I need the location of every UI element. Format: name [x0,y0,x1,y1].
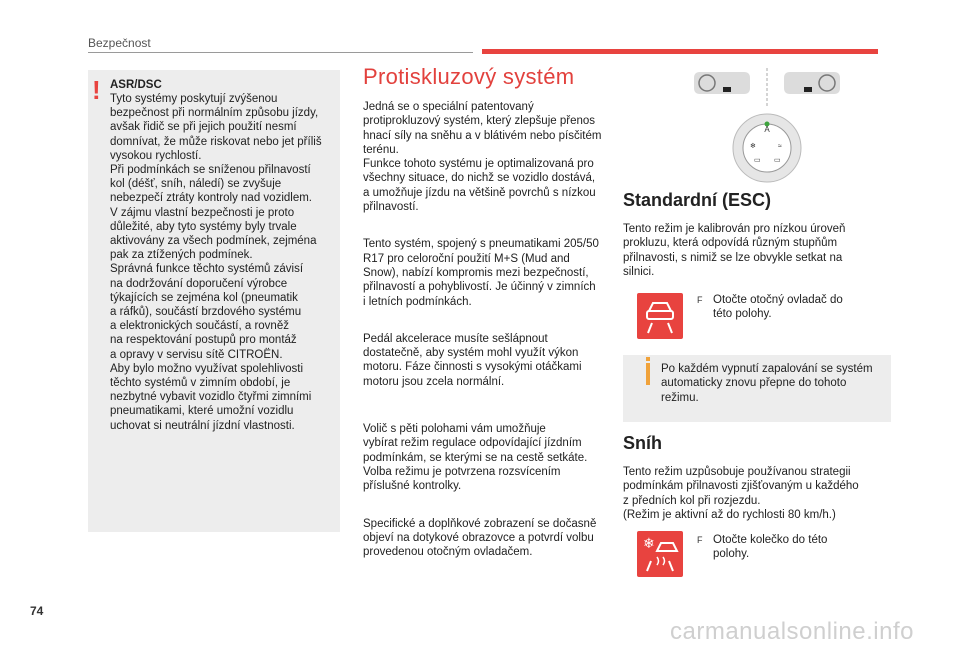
svg-text:▭: ▭ [754,157,761,164]
page-title: Protiskluzový systém [363,64,575,89]
snow-mode-icon [637,531,683,577]
header-accent-bar [482,49,878,54]
main-column [363,100,613,582]
paragraph: Specifické a doplňkové zobrazení se dočasně objeví na dotykové obrazovce a potvrdí volbu provedenou otočným ovladačem. [363,517,597,559]
standard-step-text: Otočte otočný ovladač do této polohy. [713,294,843,321]
snow-text: Tento režim uzpůsobuje používanou strategii podmínkám přilnavosti zjišťovaným u každého z předních kol při rozjezdu. (Režim je aktivní až do rychlosti 80 km/h.) [623,466,859,521]
snow-step [697,533,867,562]
watermark: carmanualsonline.info [670,618,914,645]
info-icon [646,363,650,385]
paragraph: Pedál akcelerace musíte sešlápnout dostatečně, aby systém mohl využít výkon motoru. Fáze činnosti s vysokými otáčkami motoru jsou zcela normální. [363,332,582,388]
snow-step-text: Otočte kolečko do této polohy. [713,534,828,561]
info-text: Po každém vypnutí zapalování se systém automaticky znovu přepne do tohoto režimu. [661,363,873,404]
step-arrow-icon: F [697,295,703,305]
standard-text: Tento režim je kalibrován pro nízkou úroveň prokluzu, která odpovídá různým stupňům přilnavosti, s nimiž se lze obvykle setkat na silnici. [623,223,846,278]
paragraph: Tento systém, spojený s pneumatikami 205/50 R17 pro celoroční použití M+S (Mud and Snow), nabízí kompromis mezi bezpečností, přilnavostí a pohyblivostí. Je účinný v zimních i letních podmínkách. [363,238,599,308]
grip-control-dial-illustration [692,68,862,188]
page-number: 74 [30,604,44,618]
standard-title: Standardní (ESC) [623,190,772,210]
paragraph: Jedná se o speciální patentovaný protiprokluzový systém, který zlepšuje přenos hnací síly na sněhu a v blátivém nebo písčitém terénu. Funkce tohoto systému je optimalizovaná pro všechny situace, do nichž se vozidlo dostává, a umožňuje jízdu na většině povrchů s nízkou přilnavostí. [363,101,602,214]
svg-text:▭: ▭ [774,157,781,164]
standard-step [697,293,867,322]
svg-text:A: A [764,125,770,134]
section-title: Bezpečnost [88,36,151,50]
header-divider [88,52,473,53]
warning-box [88,70,340,532]
info-box [623,355,891,422]
svg-text:≈: ≈ [778,143,782,150]
snow-title: Sníh [623,433,662,453]
svg-text:❄: ❄ [643,535,655,551]
svg-text:❄: ❄ [750,143,756,150]
dial-icon [692,68,862,188]
step-arrow-icon: F [697,535,703,545]
warning-title: ASR/DSC [110,79,162,91]
exclamation-icon: ! [92,75,101,105]
warning-text: Tyto systémy poskytují zvýšenou bezpečnost při normálním způsobu jízdy, avšak řidič se při jejich použití nesmí domnívat, že může riskovat nebo jet příliš vysokou rychlostí. Při podmínkách se sníženou přilnavostí kol (déšť, sníh, náledí) se zvyšuje nebezpečí ztráty kontroly nad vozidlem. V zájmu vlastní bezpečnosti je proto důležité, aby tyto systémy byly trvale aktivovány za všech podmínek, zejména pak za ztížených podmínek. Správná funkce těchto systémů závisí na dodržování doporučení výrobce týkajících se zejména kol (pneumatik a ráfků), součástí brzdového systému a elektronických součástí, a rovněž na respektování postupů pro montáž a opravy v servisu sítě CITROËN. Aby bylo možno využívat spolehlivosti těchto systémů v zimním období, je nezbytné vybavit vozidlo čtyřmi zimními pneumatikami, které umožní vozidlu uchovat si neutrální jízdní vlastnosti. [110,93,322,432]
paragraph: Volič s pěti polohami vám umožňuje vybírat režim regulace odpovídající jízdním podmínkám, se kterými se na cestě setkáte. Volba režimu je potvrzena rozsvícením příslušné kontrolky. [363,423,588,493]
esc-mode-icon [637,293,683,339]
